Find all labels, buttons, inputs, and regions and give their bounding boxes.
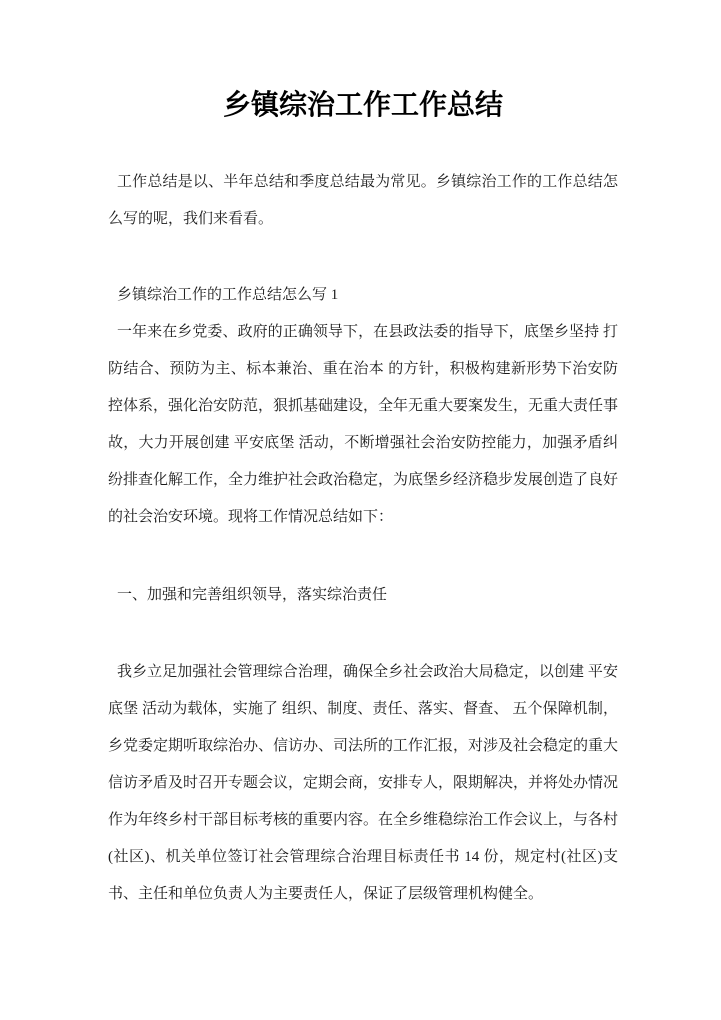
section-heading: 一、加强和完善组织领导，落实综治责任 — [117, 587, 388, 603]
document-title: 乡镇综治工作工作总结 — [222, 90, 503, 121]
intro-paragraph: 工作总结是以、半年总结和季度总结最为常见。乡镇综治工作的工作总结怎么写的呢，我们来看看。 — [108, 174, 618, 227]
subheading: 乡镇综治工作的工作总结怎么写 1 — [117, 287, 339, 303]
body-paragraph-2: 我乡立足加强社会管理综合治理，确保全乡社会政治大局稳定，以创建 平安底堡 活动为载体，实施了 组织、制度、责任、落实、督查、 五个保障机制，乡党委定期听取综治办、信访办、司法所的工作汇报，对涉及社会稳定的重大信访矛盾及时召开专题会议，定期会商，安排专人，限期解决，并将处办情况作为年终乡村干部目标考核的重要内容。在全乡维稳综治工作会议上，与各村(社区)、机关单位签订社会管理综合治理目标责任书 14 份，规定村(社区)支书、主任和单位负责人为主要责任人，保证了层级管理机构健全。 — [108, 664, 619, 902]
body-paragraph-1: 一年来在乡党委、政府的正确领导下，在县政法委的指导下，底堡乡坚持 打防结合、预防为主、标本兼治、重在治本 的方针，积极构建新形势下治安防控体系，强化治安防范，狠抓基础建设，全年无重大要案发生，无重大责任事故，大力开展创建 平安底堡 活动，不断增强社会治安防控能力，加强矛盾纠纷排查化解工作，全力维护社会政治稳定，为底堡乡经济稳步发展创造了良好的社会治安环境。现将工作情况总结如下： — [108, 324, 619, 525]
